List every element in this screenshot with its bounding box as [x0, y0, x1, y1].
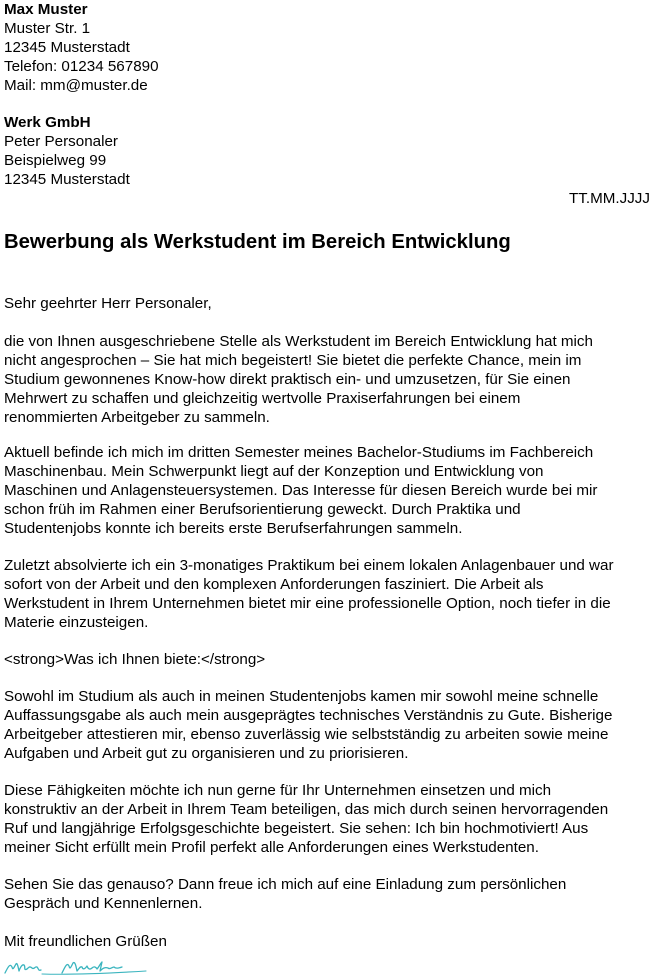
- paragraph-line: Ruf und langjährige Erfolgsgeschichte begeistert. Sie sehen: Ich bin hochmotiviert! Aus: [4, 820, 589, 837]
- recipient-company: Werk GmbH: [4, 114, 91, 131]
- paragraph-line: renommierten Arbeitgeber zu sammeln.: [4, 409, 270, 426]
- paragraph-4-heading: [4, 650, 650, 669]
- sender-street: Muster Str. 1: [4, 20, 91, 37]
- paragraph-1: [4, 332, 650, 427]
- paragraph-line: konstruktiv an der Arbeit in Ihrem Team beteiligen, das mich durch seinen hervorragenden: [4, 801, 609, 818]
- paragraph-3: [4, 556, 650, 632]
- subject-line: Bewerbung als Werkstudent im Bereich Entwicklung: [4, 231, 511, 253]
- closing-phrase: Mit freundlichen Grüßen: [4, 933, 167, 950]
- paragraph-line: Arbeitgeber attestieren mir, ebenso zuverlässig wie selbstständig zu arbeiten sowie meine: [4, 726, 609, 743]
- paragraph-2: [4, 443, 650, 538]
- letter-date: TT.MM.JJJJ: [569, 190, 650, 207]
- paragraph-line: Zuletzt absolvierte ich ein 3-monatiges Praktikum bei einem lokalen Anlagenbauer und war: [4, 557, 614, 574]
- recipient-address: [4, 113, 130, 189]
- sender-address: [4, 0, 159, 95]
- paragraph-line: schon früh im Rahmen einer Berufsorientierung geweckt. Durch Praktika und: [4, 501, 521, 518]
- paragraph-line: Materie einzusteigen.: [4, 614, 149, 631]
- paragraph-line: nicht angesprochen – Sie hat mich begeistert! Sie bietet die perfekte Chance, mein im: [4, 352, 582, 369]
- recipient-contact: Peter Personaler: [4, 133, 118, 150]
- recipient-street: Beispielweg 99: [4, 152, 107, 169]
- paragraph-line: Studium gewonnenes Know-how direkt praktisch ein- und umzusetzen, für Sie einen: [4, 371, 571, 388]
- paragraph-line: Aktuell befinde ich mich im dritten Semester meines Bachelor-Studiums im Fachbereich: [4, 444, 594, 461]
- handwritten-signature: [4, 955, 149, 976]
- paragraph-line: <strong>Was ich Ihnen biete:</strong>: [4, 651, 266, 668]
- paragraph-line: Sowohl im Studium als auch in meinen Studentenjobs kamen mir sowohl meine schnelle: [4, 688, 599, 705]
- paragraph-line: Maschinen und Anlagensteuersystemen. Das Interesse für diesen Bereich wurde bei mir: [4, 482, 598, 499]
- sender-name: Max Muster: [4, 1, 88, 18]
- paragraph-line: Diese Fähigkeiten möchte ich nun gerne für Ihr Unternehmen einsetzen und mich: [4, 782, 552, 799]
- salutation: Sehr geehrter Herr Personaler,: [4, 295, 212, 312]
- paragraph-line: sofort von der Arbeit und den komplexen Anforderungen fasziniert. Die Arbeit als: [4, 576, 544, 593]
- paragraph-6: [4, 781, 650, 857]
- sender-mail: Mail: mm@muster.de: [4, 77, 148, 94]
- paragraph-line: Sehen Sie das genauso? Dann freue ich mich auf eine Einladung zum persönlichen: [4, 876, 567, 893]
- paragraph-7: [4, 875, 650, 913]
- paragraph-line: Aufgaben und Arbeit gut zu organisieren und zu priorisieren.: [4, 745, 409, 762]
- paragraph-line: die von Ihnen ausgeschriebene Stelle als Werkstudent im Bereich Entwicklung hat mich: [4, 333, 593, 350]
- sender-city: 12345 Musterstadt: [4, 39, 130, 56]
- paragraph-line: Mehrwert zu schaffen und gleichzeitig wertvolle Praxiserfahrungen bei einem: [4, 390, 521, 407]
- paragraph-line: Werkstudent in Ihrem Unternehmen bietet mir eine professionelle Option, noch tiefer in die: [4, 595, 611, 612]
- paragraph-5: [4, 687, 650, 763]
- paragraph-line: Studentenjobs konnte ich bereits erste Berufserfahrungen sammeln.: [4, 520, 463, 537]
- recipient-city: 12345 Musterstadt: [4, 171, 130, 188]
- paragraph-line: Maschinenbau. Mein Schwerpunkt liegt auf der Konzeption und Entwicklung von: [4, 463, 544, 480]
- paragraph-line: Gespräch und Kennenlernen.: [4, 895, 203, 912]
- paragraph-line: Auffassungsgabe als auch mein ausgeprägtes technisches Verständnis zu Gute. Bisherige: [4, 707, 613, 724]
- sender-phone: Telefon: 01234 567890: [4, 58, 159, 75]
- paragraph-line: meiner Sicht erfüllt mein Profil perfekt alle Anforderungen eines Werkstudenten.: [4, 839, 539, 856]
